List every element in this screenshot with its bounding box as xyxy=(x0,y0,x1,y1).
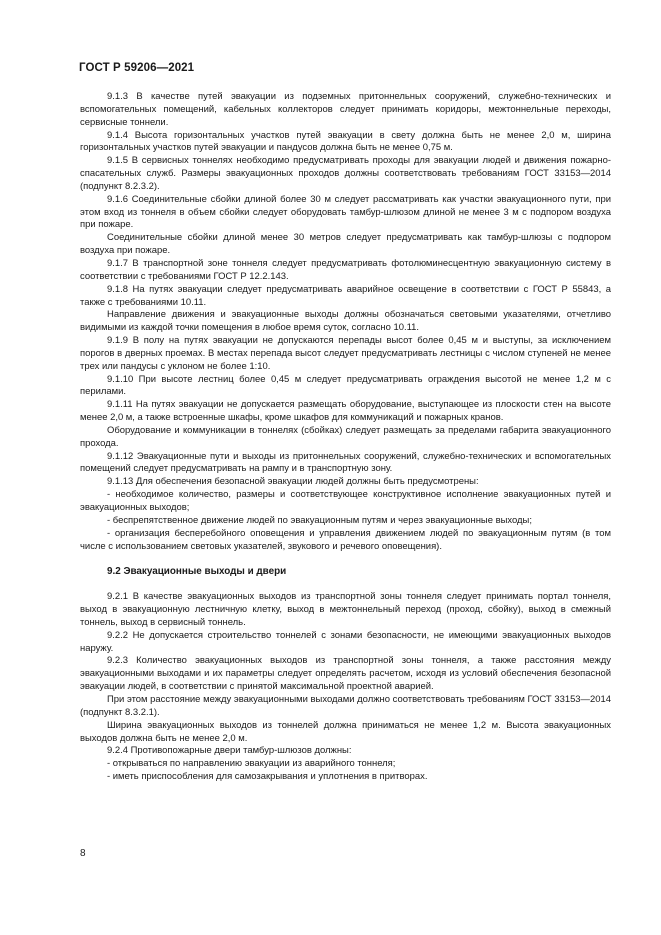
paragraph: 9.1.8 На путях эвакуации следует предусматривать аварийное освещение в соответствии с ГОСТ Р 55843, а также с требованиями 10.11. xyxy=(80,283,611,308)
paragraph: Ширина эвакуационных выходов из тоннелей должна приниматься не менее 1,2 м. Высота эвакуационных выходов должна быть не менее 2,0 м. xyxy=(80,719,611,744)
paragraph: 9.1.11 На путях эвакуации не допускается размещать оборудование, выступающее из плоскости стен на высоте менее 2,0 м, а также встроенные шкафы, кроме шкафов для коммуникаций и пожарных кранов. xyxy=(80,399,611,424)
document-body xyxy=(80,91,611,784)
paragraph: 9.1.12 Эвакуационные пути и выходы из притоннельных сооружений, служебно-технических и вспомогательных помещений следует предусматривать на рампу и в транспортную зону. xyxy=(80,450,611,475)
paragraph: 9.2.4 Противопожарные двери тамбур-шлюзов должны: xyxy=(107,745,352,757)
paragraph: 9.1.9 В полу на путях эвакуации не допускаются перепады высот более 0,45 м и выступы, за исключением порогов в дверных проемах. В местах перепада высот следует предусматривать лестницы с числом ступеней не менее трех или пандусы с уклоном не более 1:10. xyxy=(80,335,611,372)
paragraph: Оборудование и коммуникации в тоннелях (сбойках) следует размещать за пределами габарита эвакуационного прохода. xyxy=(80,424,611,449)
paragraph: 9.1.10 При высоте лестниц более 0,45 м следует предусматривать ограждения высотой не менее 1,2 м с перилами. xyxy=(80,373,611,398)
paragraph: 9.2.3 Количество эвакуационных выходов из транспортной зоны тоннеля, а также расстояния между эвакуационными выходами и их параметры следует определять расчетом, исходя из условий обеспечения безопасной эвакуации людей, в соответствии с принятой максимальной проектной аварией. xyxy=(80,655,611,693)
paragraph: 9.2.2 Не допускается строительство тоннелей с зонами безопасности, не имеющими эвакуационных выходов наружу. xyxy=(80,629,611,654)
document-header: ГОСТ Р 59206—2021 xyxy=(79,62,195,74)
paragraph: 9.1.6 Соединительные сбойки длиной более 30 м следует рассматривать как участки эвакуационного пути, при этом вход из тоннеля в объем сбойки следует оборудовать тамбур-шлюзом длиной не менее 3 м с подпором воздуха при пожаре. xyxy=(80,193,611,231)
paragraph: 9.1.4 Высота горизонтальных участков путей эвакуации в свету должна быть не менее 2,0 м, ширина горизонтальных участков путей эвакуации и пандусов должна быть не менее 0,75 м. xyxy=(80,129,611,154)
section-heading: 9.2 Эвакуационные выходы и двери xyxy=(107,566,287,578)
paragraph: Соединительные сбойки длиной менее 30 метров следует предусматривать как тамбур-шлюзы с подпором воздуха при пожаре. xyxy=(80,232,611,257)
list-item: - открываться по направлению эвакуации из аварийного тоннеля; xyxy=(107,758,396,770)
list-item: - иметь приспособления для самозакрывания и уплотнения в притворах. xyxy=(107,771,428,783)
page-number: 8 xyxy=(80,848,86,859)
paragraph: 9.1.3 В качестве путей эвакуации из подземных притоннельных сооружений, служебно-технических и вспомогательных помещений, кабельных коллекторов следует принимать коридоры, межтоннельные переходы, сервисные тоннели. xyxy=(80,91,611,128)
list-item: - беспрепятственное движение людей по эвакуационным путям и через эвакуационные выходы; xyxy=(107,514,532,526)
paragraph: Направление движения и эвакуационные выходы должны обозначаться световыми указателями, отчетливо видимыми из каждой точки помещения в любое время суток, согласно 10.11. xyxy=(80,309,611,334)
paragraph: 9.1.7 В транспортной зоне тоннеля следует предусматривать фотолюминесцентную эвакуационную систему в соответствии с требованиями ГОСТ Р 12.2.143. xyxy=(80,257,611,282)
list-item: - организация бесперебойного оповещения и управления движением людей по эвакуационным путям (в том числе с использованием световых указателей, звукового и речевого оповещения). xyxy=(80,527,611,552)
list-item: - необходимое количество, размеры и соответствующее конструктивное исполнение эвакуационных путей и эвакуационных выходов; xyxy=(80,489,611,513)
paragraph: 9.2.1 В качестве эвакуационных выходов из транспортной зоны тоннеля следует принимать портал тоннеля, выход в эвакуационную лестничную клетку, выход в межтоннельный переход (проход, сбойку), выход в смежный тоннель, выход в сервисный тоннель. xyxy=(80,591,611,628)
paragraph: 9.1.5 В сервисных тоннелях необходимо предусматривать проходы для эвакуации людей и движения пожарно-спасательных служб. Размеры эвакуационных проходов должны соответствовать требованиям ГОСТ 33153—2014 (подпункт 8.2.3.2). xyxy=(80,155,611,192)
paragraph: При этом расстояние между эвакуационными выходами должно соответствовать требованиям ГОСТ 33153—2014 (подпункт 8.3.2.1). xyxy=(80,693,611,718)
paragraph: 9.1.13 Для обеспечения безопасной эвакуации людей должны быть предусмотрены: xyxy=(107,476,479,488)
